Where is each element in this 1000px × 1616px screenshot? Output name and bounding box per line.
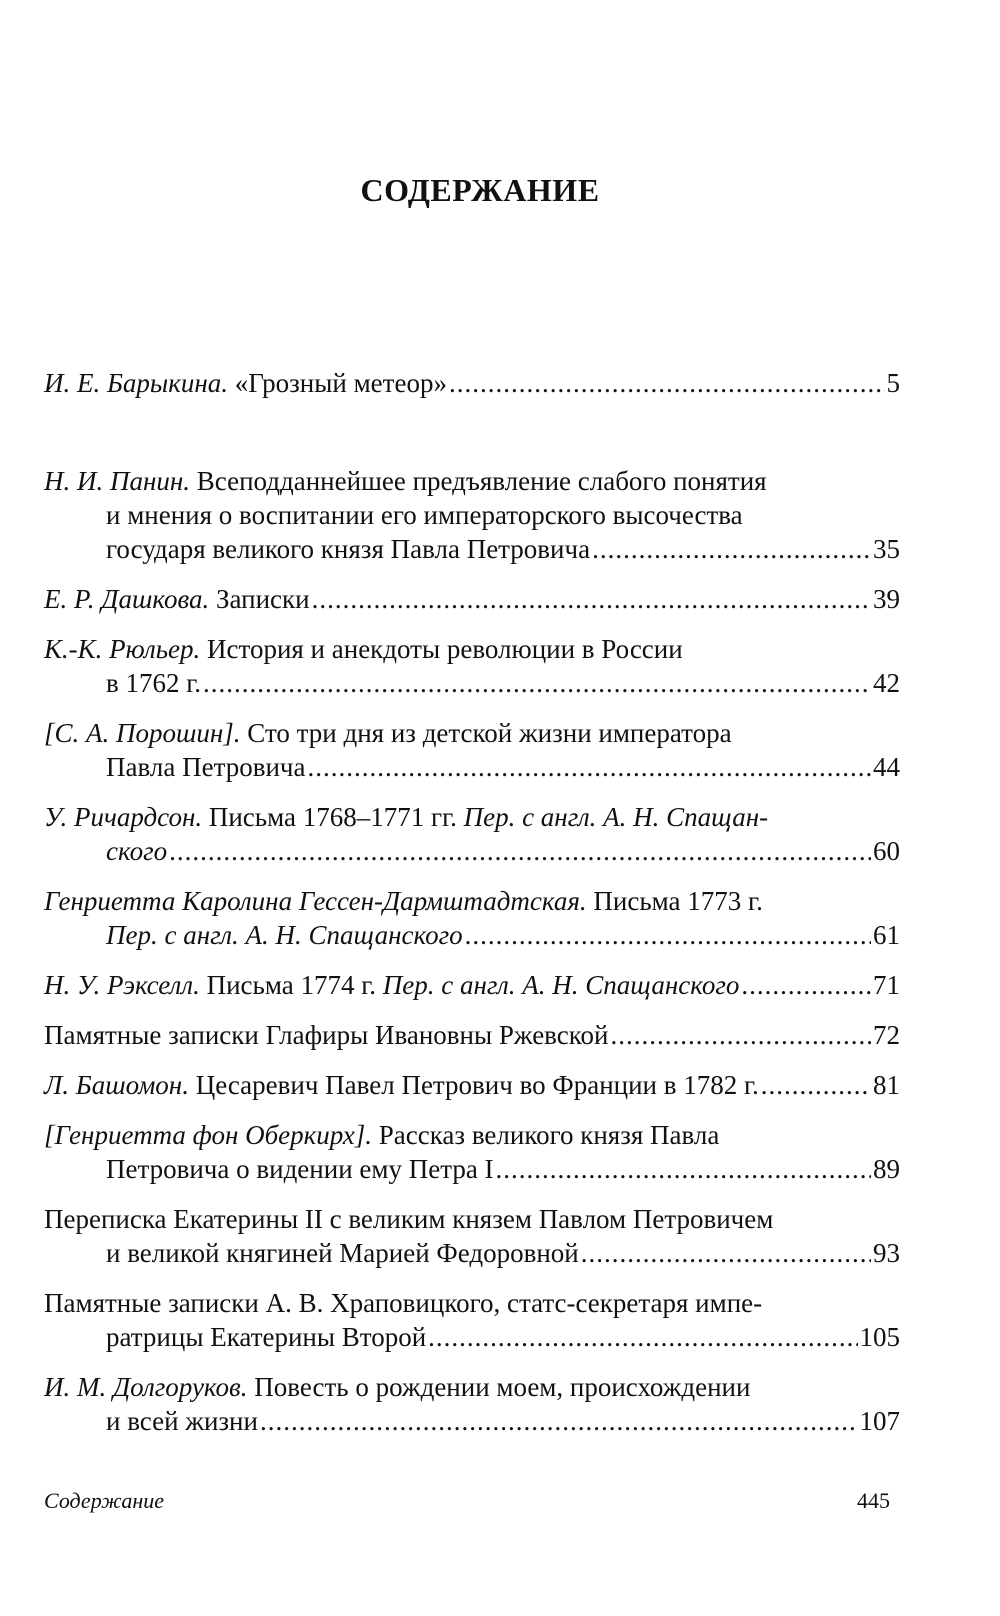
dot-leader: [312, 582, 871, 616]
entry-title-line: и всей жизни: [106, 1406, 258, 1436]
entry-title-line: Повесть о рождении моем, происхождении: [247, 1372, 751, 1402]
entry-author: [Генриетта фон Оберкирх].: [44, 1120, 372, 1150]
entry-author: У. Ричардсон.: [44, 802, 203, 832]
entry-title: Письма 1774 г.: [199, 970, 383, 1000]
entry-author: Генриетта Каролина Гессен-Дармштадтская.: [44, 886, 587, 916]
entry-translator: Пер. с англ. А. Н. Спащан-: [463, 802, 769, 832]
dot-leader: [307, 750, 871, 784]
entry-page: 5: [886, 368, 900, 398]
entry-author: Л. Башомон.: [44, 1070, 189, 1100]
toc-entry[interactable]: [44, 582, 900, 616]
entry-page: 60: [873, 836, 900, 866]
entry-translator: ского: [106, 836, 168, 866]
toc-entry[interactable]: [44, 1370, 900, 1438]
entry-title-line: Переписка Екатерины II с великим князем Павлом Петровичем: [44, 1204, 774, 1234]
entry-title: Памятные записки Глафиры Ивановны Ржевской: [44, 1020, 609, 1050]
entry-title: «Грозный метеор»: [227, 368, 447, 398]
dot-leader: [449, 366, 885, 400]
toc-entry[interactable]: [44, 1286, 900, 1354]
entry-author: Н. У. Рэкселл.: [44, 970, 200, 1000]
toc-entry[interactable]: [44, 884, 900, 952]
entry-title: Цесаревич Павел Петрович во Франции в 1782 г.: [188, 1070, 759, 1100]
entry-title-line: в 1762 г.: [106, 668, 202, 698]
entry-title-line: и мнения о воспитании его императорского высочества: [106, 500, 743, 530]
dot-leader: [465, 918, 871, 952]
toc-entry[interactable]: [44, 1068, 900, 1102]
entry-page: 72: [873, 1020, 900, 1050]
entry-title-line: Сто три дня из детской жизни императора: [240, 718, 732, 748]
entry-title-line: государя великого князя Павла Петровича: [106, 534, 591, 564]
dot-leader: [169, 834, 871, 868]
entry-page: 81: [873, 1070, 900, 1100]
entry-title: Записки: [209, 584, 310, 614]
entry-page: 35: [873, 534, 900, 564]
toc-entry[interactable]: [44, 464, 900, 566]
toc-entry[interactable]: [44, 632, 900, 700]
entry-title-line: ратрицы Екатерины Второй: [106, 1322, 427, 1352]
toc-entry[interactable]: [44, 366, 900, 400]
dot-leader: [610, 1018, 871, 1052]
toc-entry[interactable]: [44, 1202, 900, 1270]
toc-entry[interactable]: [44, 1118, 900, 1186]
entry-page: 39: [873, 584, 900, 614]
toc-entry[interactable]: [44, 1018, 900, 1052]
entry-translator: Пер. с англ. А. Н. Спащанского: [382, 970, 740, 1000]
entry-author: К.-К. Рюльер.: [44, 634, 201, 664]
dot-leader: [581, 1236, 871, 1270]
running-footer-label: Содержание: [44, 1488, 165, 1513]
page-number: 445: [857, 1488, 890, 1513]
entry-author: [С. А. Порошин].: [44, 718, 241, 748]
dot-leader: [741, 968, 871, 1002]
entry-translator: Пер. с англ. А. Н. Спащанского: [106, 920, 463, 950]
entry-title-line: Рассказ великого князя Павла: [372, 1120, 720, 1150]
toc-entry[interactable]: [44, 800, 900, 868]
dot-leader: [496, 1152, 871, 1186]
dot-leader: [428, 1320, 857, 1354]
entry-title-line: и великой княгиней Марией Федоровной: [106, 1238, 579, 1268]
entry-title-line: Письма 1768–1771 гг.: [202, 802, 464, 832]
entry-title-line: Всеподданнейшее предъявление слабого понятия: [190, 466, 767, 496]
page-footer: [44, 1488, 890, 1514]
entry-title-line: Памятные записки А. В. Храповицкого, статс-секретаря импе-: [44, 1288, 763, 1318]
entry-page: 71: [873, 970, 900, 1000]
entry-page: 93: [873, 1238, 900, 1268]
entry-page: 105: [859, 1322, 900, 1352]
entry-author: Е. Р. Дашкова.: [44, 584, 210, 614]
entry-title-line: История и анекдоты революции в России: [200, 634, 683, 664]
entry-page: 107: [859, 1406, 900, 1436]
dot-leader: [203, 666, 871, 700]
entry-author: Н. И. Панин.: [44, 466, 191, 496]
entry-author: И. Е. Барыкина.: [44, 368, 228, 398]
dot-leader: [592, 532, 871, 566]
dot-leader: [761, 1068, 871, 1102]
entry-page: 42: [873, 668, 900, 698]
entry-page: 44: [873, 752, 900, 782]
entry-page: 61: [873, 920, 900, 950]
page-title: СОДЕРЖАНИЕ: [360, 172, 600, 208]
entry-title-line: Петровича о видении ему Петра I: [106, 1154, 494, 1184]
dot-leader: [260, 1404, 858, 1438]
entry-page: 89: [873, 1154, 900, 1184]
toc-entry[interactable]: [44, 968, 900, 1002]
entry-title-line: Павла Петровича: [106, 752, 306, 782]
entry-author: И. М. Долгоруков.: [44, 1372, 248, 1402]
entry-title-line: Письма 1773 г.: [586, 886, 763, 916]
toc-entry[interactable]: [44, 716, 900, 784]
